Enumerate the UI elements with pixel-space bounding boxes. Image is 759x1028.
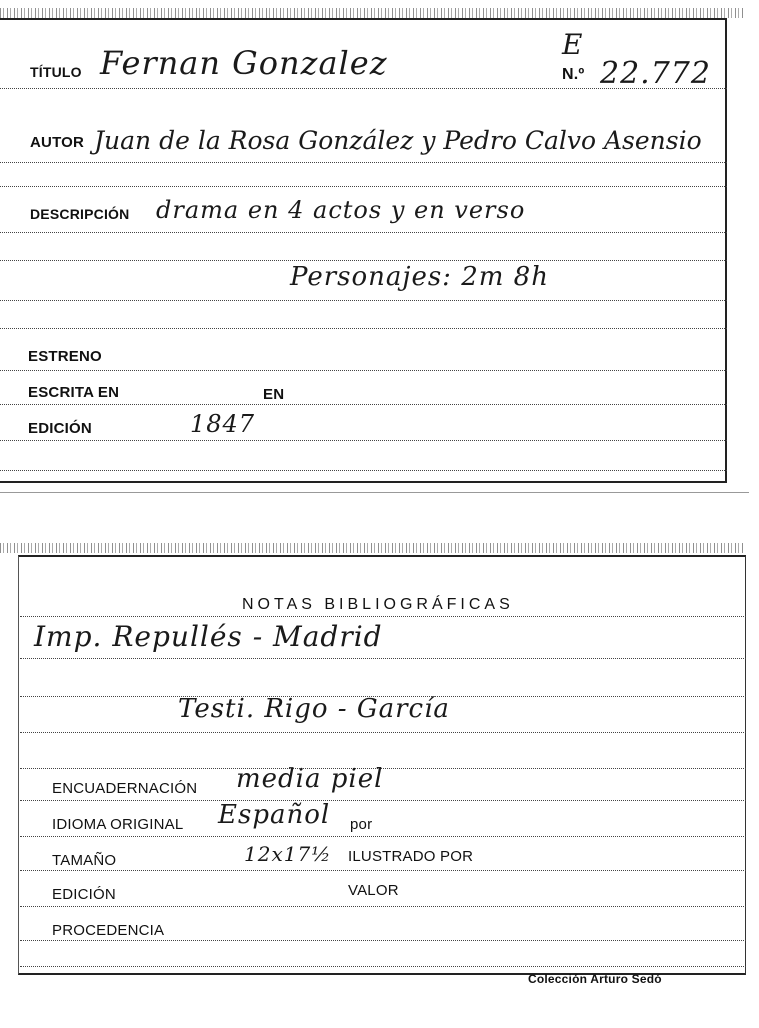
edicion-label: EDICIÓN: [28, 420, 92, 437]
descripcion-value: drama en 4 actos y en verso: [156, 196, 526, 224]
autor-value: Juan de la Rosa González y Pedro Calvo Asensio: [94, 126, 702, 155]
notas-heading: NOTAS BIBLIOGRÁFICAS: [242, 596, 514, 613]
rule: [20, 732, 746, 733]
rule: [20, 940, 746, 941]
number-value: 22.772: [600, 56, 711, 91]
rule: [0, 162, 727, 163]
encuadernacion-label: ENCUADERNACIÓN: [52, 780, 198, 797]
encuadernacion-value: media piel: [236, 764, 384, 794]
edicion-value: 1847: [190, 410, 256, 438]
series-mark: E: [562, 28, 584, 61]
rule: [20, 616, 746, 617]
procedencia-label: PROCEDENCIA: [52, 922, 165, 939]
rule: [20, 800, 746, 801]
rule: [20, 906, 746, 907]
coleccion-text: Colección Arturo Sedó: [528, 972, 662, 986]
autor-label: AUTOR: [30, 134, 85, 151]
tamano-value: 12x17½: [244, 842, 332, 866]
por-label: por: [350, 816, 373, 833]
escrita-label: ESCRITA EN: [28, 384, 120, 401]
rule: [0, 328, 727, 329]
rule: [0, 232, 727, 233]
rule: [0, 88, 727, 89]
estreno-label: ESTRENO: [28, 348, 102, 365]
scan-noise-top: [0, 8, 745, 18]
edicion-back-label: EDICIÓN: [52, 886, 116, 903]
titulo-label: TÍTULO: [30, 64, 82, 80]
rule: [20, 966, 746, 967]
rule: [0, 186, 727, 187]
scan-noise-bottom: [0, 543, 745, 553]
rule: [0, 370, 727, 371]
idioma-value: Español: [218, 800, 331, 830]
note-line-1: Imp. Repullés - Madrid: [34, 620, 383, 653]
rule: [0, 404, 727, 405]
number-label: N.º: [562, 66, 585, 83]
personajes-value: Personajes: 2m 8h: [290, 262, 549, 292]
rule: [0, 300, 727, 301]
titulo-value: Fernan Gonzalez: [100, 44, 388, 82]
rule: [20, 658, 746, 659]
rule: [20, 696, 746, 697]
rule: [0, 260, 727, 261]
note-line-2: Testi. Rigo - García: [178, 694, 450, 724]
card-separator: [0, 492, 749, 493]
en-label: EN: [263, 386, 285, 403]
idioma-label: IDIOMA ORIGINAL: [52, 816, 184, 833]
valor-label: VALOR: [348, 882, 399, 899]
ilustrado-label: ILUSTRADO POR: [348, 848, 474, 865]
rule: [0, 470, 727, 471]
rule: [0, 440, 727, 441]
tamano-label: TAMAÑO: [52, 852, 117, 869]
descripcion-label: DESCRIPCIÓN: [30, 206, 130, 222]
rule: [20, 870, 746, 871]
rule: [20, 836, 746, 837]
